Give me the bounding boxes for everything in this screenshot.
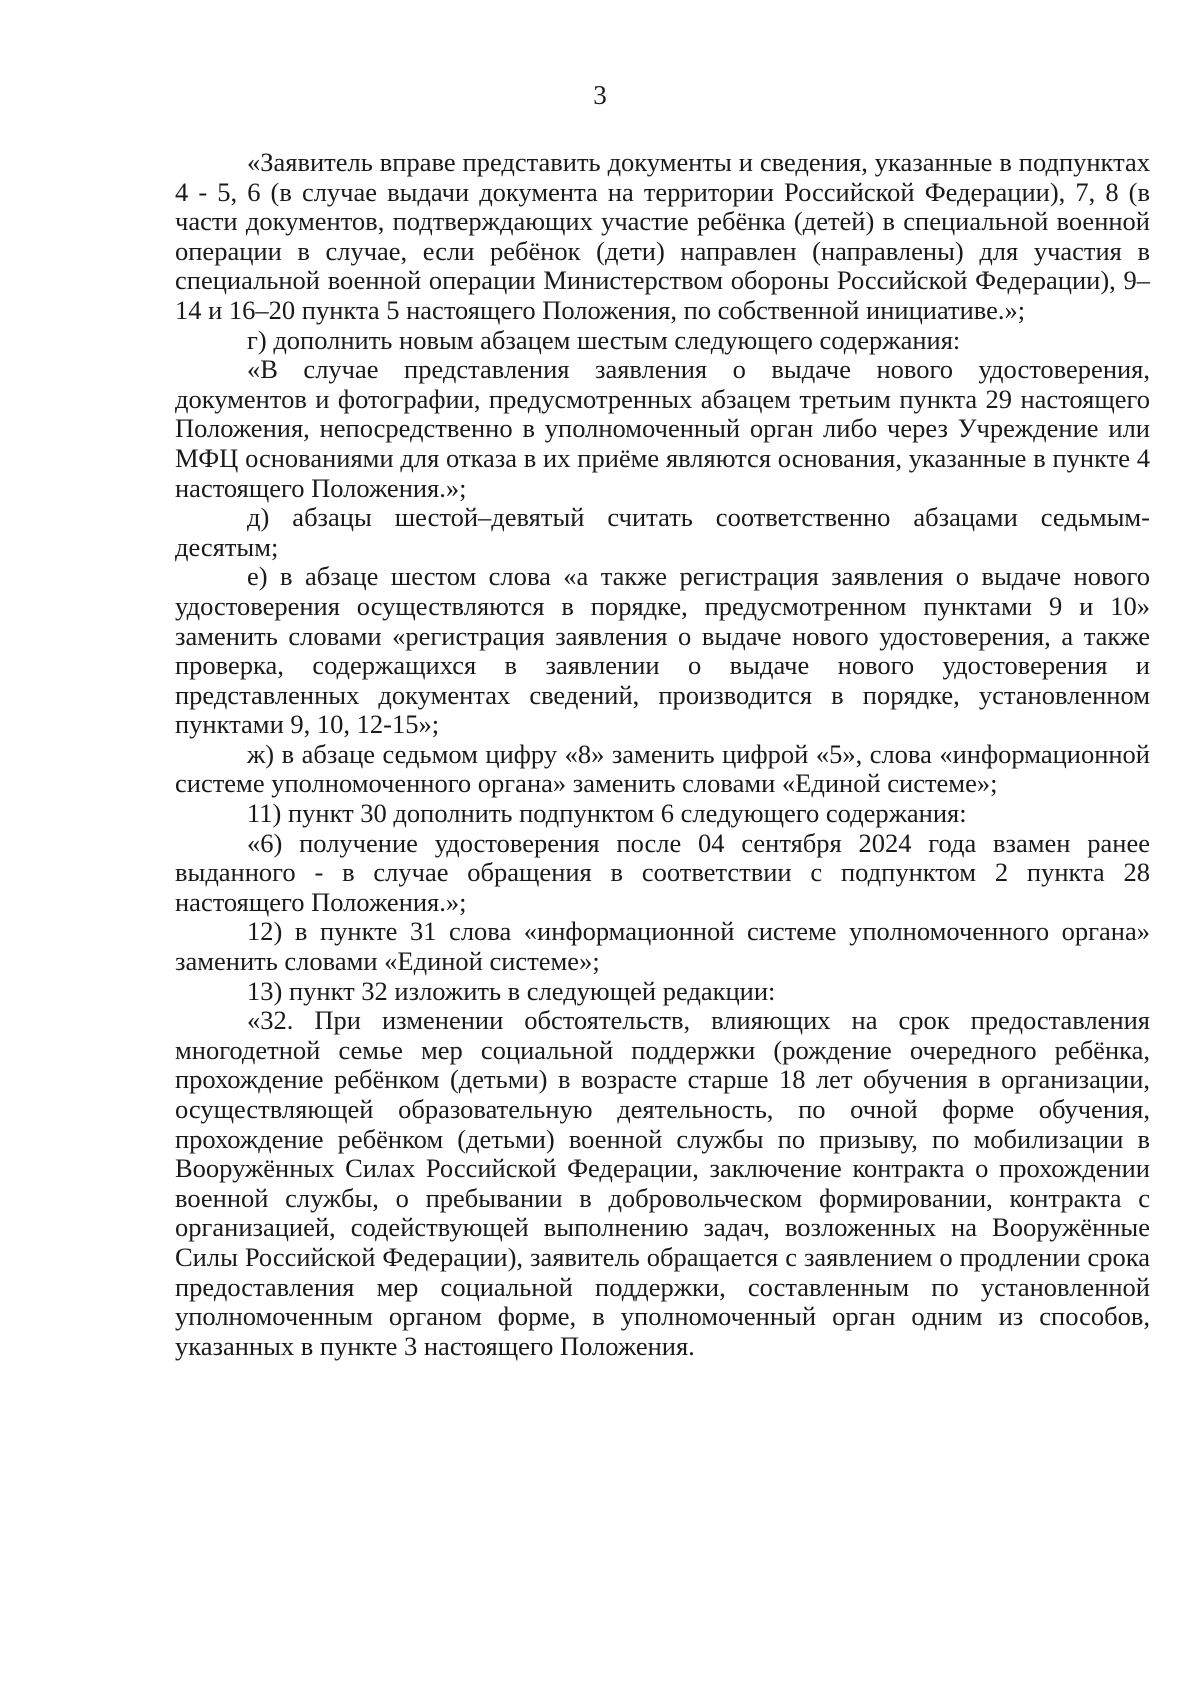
paragraph-item-e: е) в абзаце шестом слова «а также регистрация заявления о выдаче нового удостоверения осуществляются в порядке, предусмотренном пунктами 9 и 10» заменить словами «регистрация заявления о выдаче нового удостоверения, а также проверка, содержащихся в заявлении о выдаче нового удостоверения и представленных документах сведений, производится в порядке, установленном пунктами 9, 10, 12-15»; (175, 561, 1150, 740)
paragraph-item-zh: ж) в абзаце седьмом цифру «8» заменить цифрой «5», слова «информационной системе уполномоченного органа» заменить словами «Единой системе»; (175, 738, 1150, 799)
paragraph-point-32: «32. При изменении обстоятельств, влияющих на срок предоставления многодетной семье мер социальной поддержки (рождение очередного ребёнка, прохождение ребёнком (детьми) в возрасте старше 18 лет обучения в организации, осуществляющей образовательную деятельность, по очной форме обучения, прохождение ребёнком (детьми) военной службы по призыву, по мобилизации в Вооружённых Силах Российской Федерации, заключение контракта о прохождении военной службы, о пребывании в добровольческом формировании, контракта с организацией, содействующей выполнению задач, возложенных на Вооружённые Силы Российской Федерации), заявитель обращается с заявлением о продлении срока предоставления мер социальной поддержки, составленным по установленной уполномоченным органом форме, в уполномоченный орган одним из способов, указанных в пункте 3 настоящего Положения. (175, 1005, 1150, 1361)
paragraph-new-certificate-case: «В случае представления заявления о выдаче нового удостоверения, документов и фотографии, предусмотренных абзацем третьим пункта 29 настоящего Положения, непосредственно в уполномоченный орган либо через Учреждение или МФЦ основаниями для отказа в их приёме являются основания, указанные в пункте 4 настоящего Положения.»; (175, 354, 1150, 503)
page-number: 3 (593, 80, 607, 110)
paragraph-subitem-6: «6) получение удостоверения после 04 сентября 2024 года взамен ранее выданного - в случае обращения в соответствии с подпунктом 2 пункта 28 настоящего Положения.»; (175, 827, 1150, 917)
paragraph-item-d: д) абзацы шестой–девятый считать соответственно абзацами седьмым-десятым; (175, 502, 1150, 562)
document-body (175, 148, 1150, 1361)
paragraph-item-g: г) дополнить новым абзацем шестым следующего содержания: (247, 324, 961, 355)
paragraph-item-12: 12) в пункте 31 слова «информационной системе уполномоченного органа» заменить словами «Единой системе»; (175, 916, 1150, 977)
paragraph-item-11: 11) пункт 30 дополнить подпунктом 6 следующего содержания: (247, 798, 967, 829)
paragraph-item-13: 13) пункт 32 изложить в следующей редакции: (247, 975, 776, 1006)
paragraph-applicant-right: «Заявитель вправе представить документы и сведения, указанные в подпунктах 4 - 5, 6 (в случае выдачи документа на территории Российской Федерации), 7, 8 (в части документов, подтверждающих участие ребёнка (детей) в специальной военной операции в случае, если ребёнок (дети) направлен (направлены) для участия в специальной военной операции Министерством обороны Российской Федерации), 9–14 и 16–20 пункта 5 настоящего Положения, по собственной инициативе.»; (175, 147, 1150, 325)
